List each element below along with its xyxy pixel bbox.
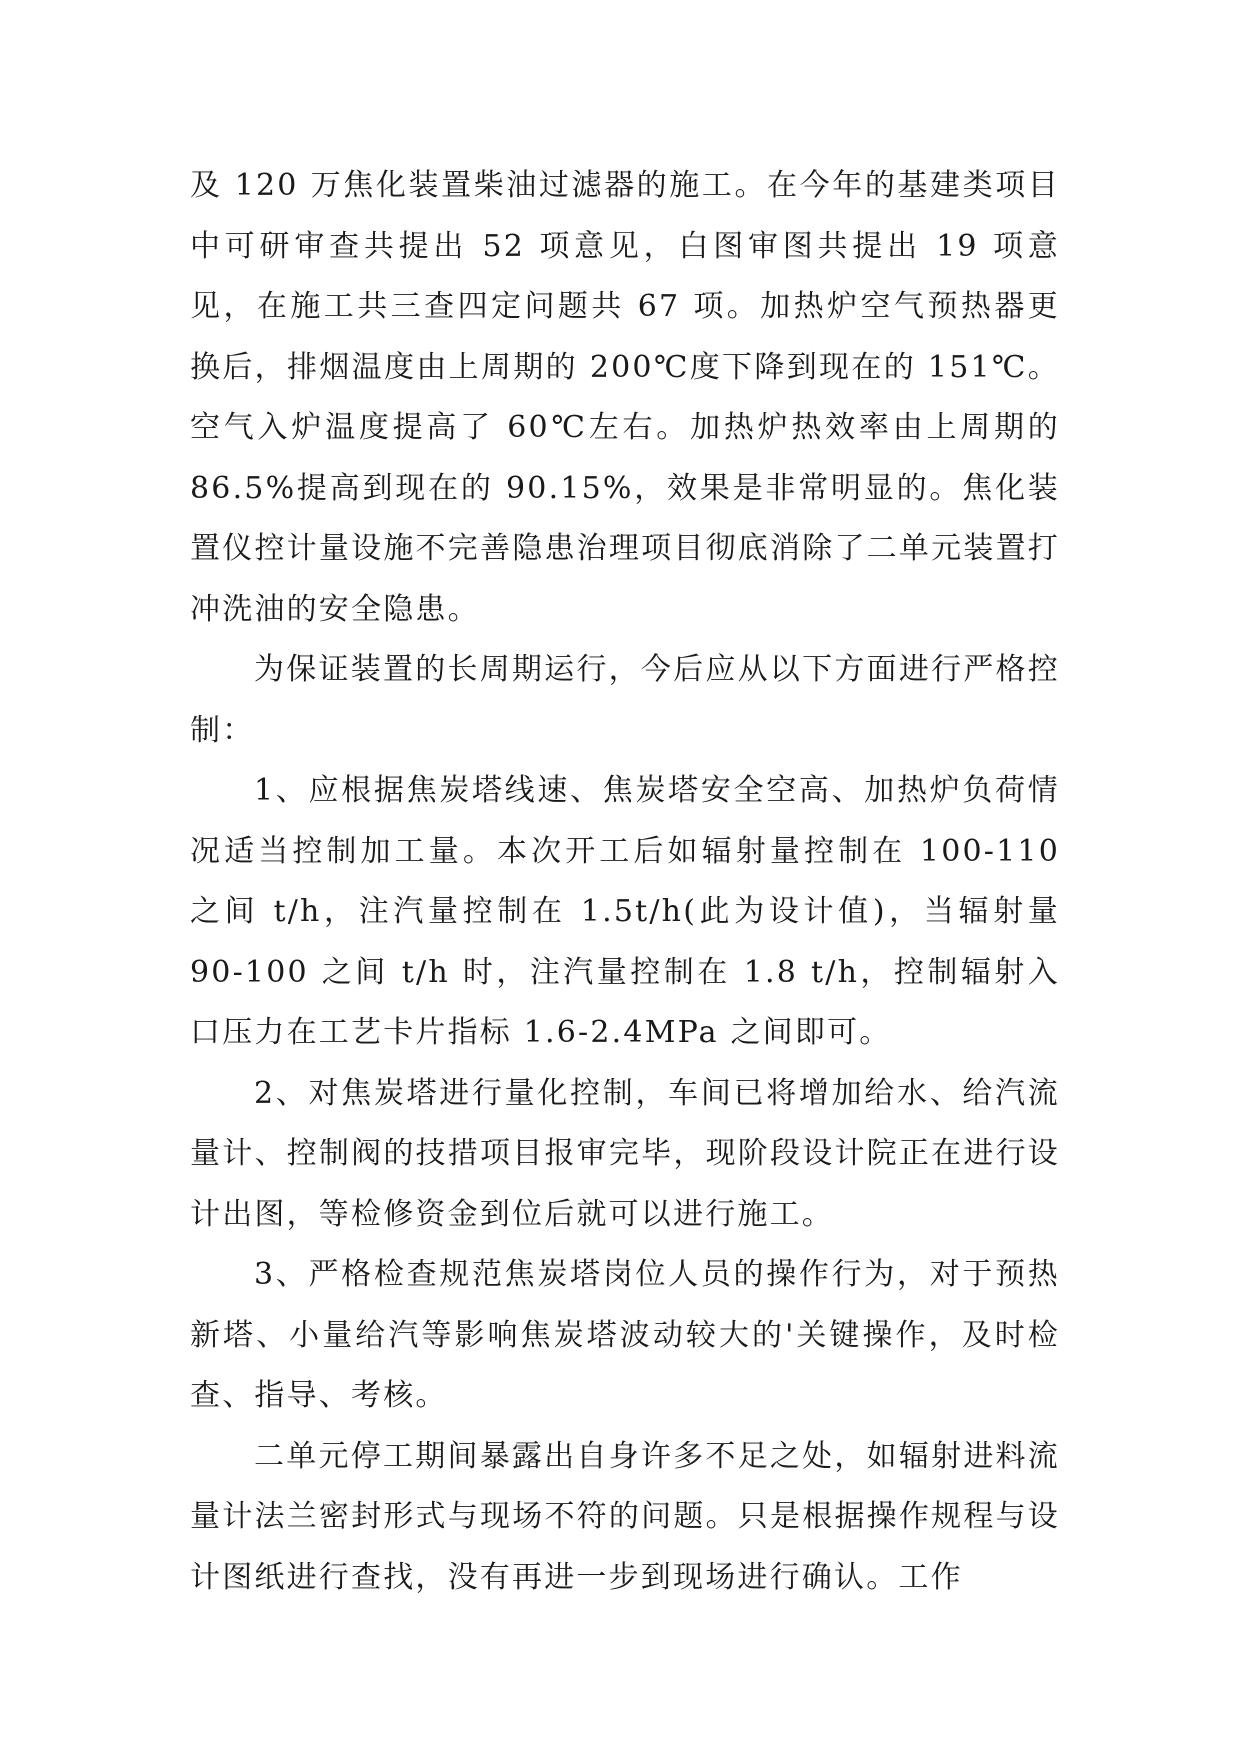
paragraph-shortcomings: 二单元停工期间暴露出自身许多不足之处，如辐射进料流量计法兰密封形式与现场不符的问题。只是根据操作规程与设计图纸进行查找，没有再进一步到现场进行确认。工作 xyxy=(190,1438,1060,1595)
paragraph-item-3: 3、严格检查规范焦炭塔岗位人员的操作行为，对于预热新塔、小量给汽等影响焦炭塔波动较大的'关键操作，及时检查、指导、考核。 xyxy=(190,1257,1060,1413)
paragraph-item-2: 2、对焦炭塔进行量化控制，车间已将增加给水、给汽流量计、控制阀的技措项目报审完毕，现阶段设计院正在进行设计出图，等检修资金到位后就可以进行施工。 xyxy=(190,1075,1060,1232)
paragraph-control-intro: 为保证装置的长周期运行，今后应从以下方面进行严格控制： xyxy=(190,652,1060,748)
paragraph-construction-summary: 及 120 万焦化装置柴油过滤器的施工。在今年的基建类项目中可研审查共提出 52 项意见，白图审图共提出 19 项意见，在施工共三查四定问题共 67 项。加热炉空气预热器更换后，排烟温度由上周期的 200℃度下降到现在的 151℃。空气入炉温度提高了 60℃左右。加热炉热效率由上周期的 86.5%提高到现在的 90.15%，效果是非常明显的。焦化装置仪控计量设施不完善隐患治理项目彻底消除了二单元装置打冲洗油的安全隐患。 xyxy=(190,168,1060,627)
document-body xyxy=(190,156,1060,1608)
paragraph-item-1: 1、应根据焦炭塔线速、焦炭塔安全空高、加热炉负荷情况适当控制加工量。本次开工后如辐射量控制在 100-110 之间 t/h，注汽量控制在 1.5t/h(此为设计值)，当辐射量 90-100 之间 t/h 时，注汽量控制在 1.8 t/h，控制辐射入口压力在工艺卡片指标 1.6-2.4MPa 之间即可。 xyxy=(190,773,1060,1050)
